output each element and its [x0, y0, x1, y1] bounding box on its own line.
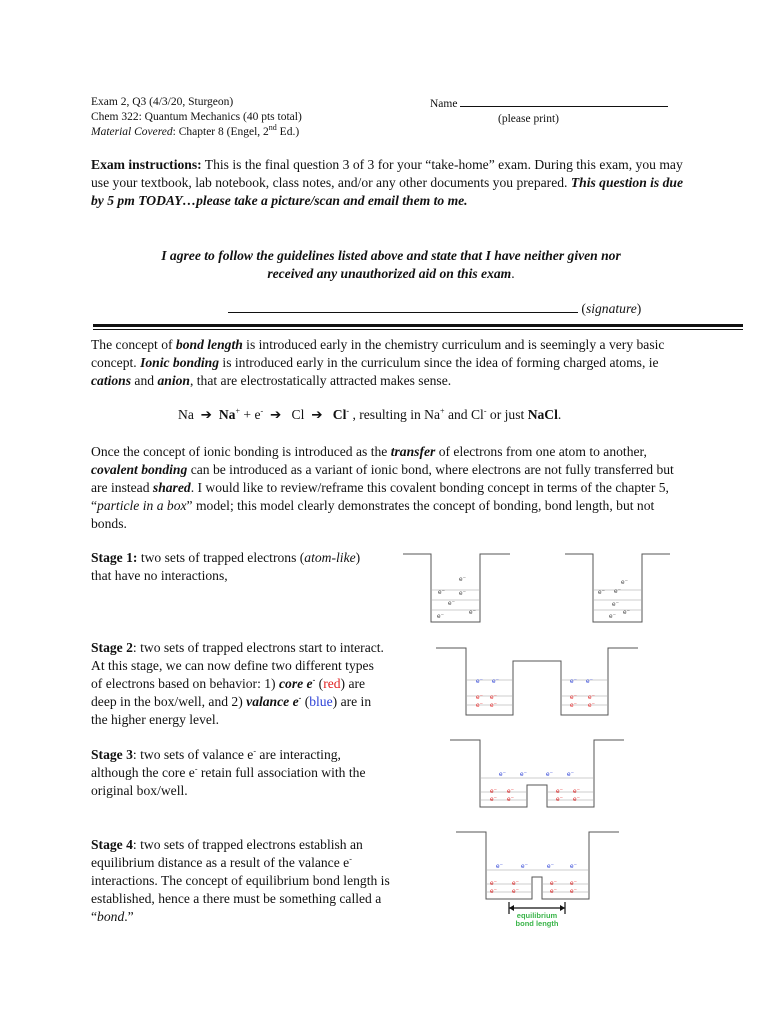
- electron: e⁻: [459, 576, 467, 583]
- core-electron: e⁻: [588, 694, 596, 701]
- electron: e⁻: [459, 590, 467, 597]
- core-electron: e⁻: [476, 702, 484, 709]
- ionic-equation: Na ➔ Na+ + e- ➔ Cl ➔ Cl- , resulting in Na+ and Cl- or just NaCl.: [178, 406, 562, 422]
- signature-line: (signature): [228, 300, 641, 318]
- signature-label: signature: [585, 301, 637, 316]
- core-electron: e⁻: [573, 788, 581, 795]
- stage-1-text: Stage 1: two sets of trapped electrons (atom-like) that have no interactions,: [91, 550, 361, 583]
- arrow-icon: ➔: [311, 407, 323, 422]
- valence-electron: e⁻: [570, 678, 578, 685]
- name-field[interactable]: [460, 95, 668, 107]
- stage-2-text: Stage 2: two sets of trapped electrons start to interact. At this stage, we can now define two different types of electrons based on behavior: 1) core e- (red) are deep in the box/well, and 2) valance e- (blue) are in the higher energy level.: [91, 640, 384, 727]
- covalent-paragraph: Once the concept of ionic bonding is introduced as the transfer of electrons from one atom to another, covalent bonding can be introduced as a variant of ionic bond, where electrons are not fully transferred but are instead shared. I would like to review/reframe this covalent bonding concept in terms of the chapter 5, “particle in a box” model; this model clearly demonstrates the concept of bonding, bond length, but not bonds.: [91, 444, 674, 531]
- electron: e⁻: [469, 609, 477, 616]
- core-electron: e⁻: [570, 694, 578, 701]
- valence-electron: e⁻: [567, 771, 575, 778]
- electron: e⁻: [614, 588, 622, 595]
- valence-electron: e⁻: [499, 771, 507, 778]
- stage-3-text: Stage 3: two sets of valance e- are interacting, although the core e- retain full association with the original box/well.: [91, 746, 366, 798]
- course-line: Chem 322: Quantum Mechanics (40 pts total): [91, 111, 302, 123]
- electron: e⁻: [623, 609, 631, 616]
- core-electron: e⁻: [490, 888, 498, 895]
- valence-electron: e⁻: [520, 771, 528, 778]
- stage-3-diagram: [450, 740, 624, 807]
- equilibrium-label-1: equilibrium: [516, 911, 558, 920]
- core-electron: e⁻: [570, 702, 578, 709]
- stage-4-text: Stage 4: two sets of trapped electrons establish an equilibrium distance as a result of the valance e- interactions. The concept of equilibrium bond length is established, hence a there must be something called a “bond.”: [91, 837, 390, 924]
- signature-field[interactable]: [228, 300, 578, 313]
- electron: e⁻: [598, 589, 606, 596]
- valence-electron: e⁻: [546, 771, 554, 778]
- agreement-statement: I agree to follow the guidelines listed above and state that I have neither given nor received any unauthorized aid on this exam.: [161, 248, 621, 281]
- valence-electron: e⁻: [586, 678, 594, 685]
- material-line: Material Covered: Chapter 8 (Engel, 2nd Ed.): [91, 123, 300, 138]
- core-electron: e⁻: [550, 880, 558, 887]
- core-electron: e⁻: [507, 788, 515, 795]
- core-electron: e⁻: [570, 888, 578, 895]
- valence-electron: e⁻: [476, 678, 484, 685]
- electron: e⁻: [612, 601, 620, 608]
- core-electron: e⁻: [588, 702, 596, 709]
- intro-paragraph: The concept of bond length is introduced early in the chemistry curriculum and is seemingly a very basic concept. Ionic bonding is introduced early in the curriculum since the idea of forming charged atoms, ie cations and anion, that are electrostatically attracted makes sense.: [91, 337, 665, 388]
- core-electron: e⁻: [507, 796, 515, 803]
- core-electron: e⁻: [556, 788, 564, 795]
- valence-electron: e⁻: [570, 863, 578, 870]
- core-electron: e⁻: [490, 880, 498, 887]
- name-label: Name: [430, 98, 458, 110]
- core-electron: e⁻: [490, 788, 498, 795]
- core-electron: e⁻: [550, 888, 558, 895]
- divider-thick: [93, 324, 743, 327]
- particle-in-box-diagrams: [0, 540, 770, 940]
- arrow-icon: ➔: [200, 407, 213, 422]
- electron: e⁻: [609, 613, 617, 620]
- stage-4-diagram: [456, 832, 619, 899]
- exam-line: Exam 2, Q3 (4/3/20, Sturgeon): [91, 96, 234, 108]
- valence-electron: e⁻: [521, 863, 529, 870]
- core-electron: e⁻: [490, 702, 498, 709]
- electron: e⁻: [438, 589, 446, 596]
- equilibrium-label-2: bond length: [515, 919, 559, 928]
- valence-electron: e⁻: [496, 863, 504, 870]
- electron: e⁻: [448, 600, 456, 607]
- valence-electron: e⁻: [547, 863, 555, 870]
- electron: e⁻: [437, 613, 445, 620]
- name-hint: (please print): [498, 113, 559, 125]
- stage-2-diagram: [436, 648, 638, 715]
- equilibrium-bond-length-marker: [509, 902, 565, 928]
- core-electron: e⁻: [476, 694, 484, 701]
- core-electron: e⁻: [570, 880, 578, 887]
- valence-electron: e⁻: [492, 678, 500, 685]
- core-electron: e⁻: [556, 796, 564, 803]
- core-electron: e⁻: [512, 888, 520, 895]
- name-block: [430, 95, 680, 127]
- exam-header: [91, 95, 302, 140]
- core-electron: e⁻: [512, 880, 520, 887]
- core-electron: e⁻: [490, 694, 498, 701]
- electron: e⁻: [621, 579, 629, 586]
- core-electron: e⁻: [490, 796, 498, 803]
- core-electron: e⁻: [573, 796, 581, 803]
- arrow-icon: ➔: [269, 407, 282, 422]
- exam-instructions: Exam instructions: This is the final question 3 of 3 for your “take-home” exam. During this exam, you may use your textbook, lab notebook, class notes, and/or any other documents you prepared. This question is due by 5 pm TODAY…please take a picture/scan and email them to me.: [91, 157, 684, 208]
- divider-thin: [93, 329, 743, 330]
